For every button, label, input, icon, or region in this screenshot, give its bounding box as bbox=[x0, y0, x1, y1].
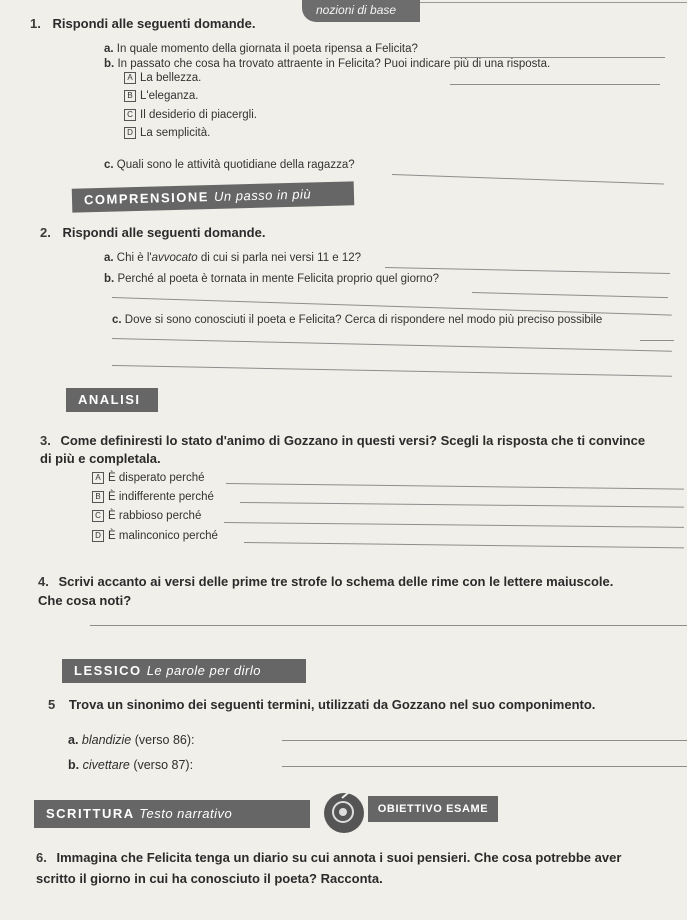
q1-heading bbox=[30, 16, 255, 31]
q3-d-answer-line[interactable] bbox=[244, 542, 684, 548]
q3-text-2: di più e completala. bbox=[40, 451, 161, 466]
q5-text: Trova un sinonimo dei seguenti termini, utilizzati da Gozzano nel suo componimento. bbox=[68, 697, 596, 712]
q1-number: 1. bbox=[30, 16, 41, 31]
q5-b-ref: (verso 87): bbox=[129, 758, 194, 772]
q6-text-2: scritto il giorno in cui ha conosciuto il poeta? Racconta. bbox=[36, 871, 383, 886]
q1-b-rule bbox=[450, 84, 660, 85]
q2-b-answer-line[interactable] bbox=[472, 292, 668, 298]
q4-text-2: Che cosa noti? bbox=[38, 593, 132, 608]
q2-b bbox=[104, 273, 439, 285]
exam-target-icon bbox=[324, 793, 364, 833]
q3-option-b[interactable] bbox=[92, 491, 214, 503]
q3-b-answer-line[interactable] bbox=[240, 502, 684, 508]
banner-scrittura-bold: SCRITTURA bbox=[46, 806, 135, 821]
q5-heading bbox=[48, 697, 595, 712]
banner-comprensione-italic: Un passo in più bbox=[213, 186, 312, 204]
q4-text-1: Scrivi accanto ai versi delle prime tre strofe lo schema delle rime con le lettere maiuscole. bbox=[58, 574, 614, 589]
q5-a-ref: (verso 86): bbox=[131, 733, 195, 747]
q1-a-text: In quale momento della giornata il poeta ripensa a Felicita? bbox=[116, 43, 418, 55]
q1-a bbox=[104, 43, 418, 55]
q2-c-letter: c. bbox=[112, 314, 122, 326]
q6-heading bbox=[36, 847, 687, 889]
q1-c-text: Quali sono le attività quotidiane della ragazza? bbox=[116, 159, 355, 171]
q3-option-a[interactable] bbox=[92, 472, 205, 484]
q2-b-text: Perché al poeta è tornata in mente Felicita proprio quel giorno? bbox=[117, 273, 439, 285]
header-rule bbox=[420, 2, 687, 3]
q1-option-b-text: L'eleganza. bbox=[140, 90, 199, 103]
q2-a-italic: avvocato bbox=[151, 252, 198, 264]
banner-scrittura bbox=[34, 800, 310, 828]
q5-b-letter: b. bbox=[68, 758, 80, 772]
q3-text-1: Come definiresti lo stato d'animo di Gozzano in questi versi? Scegli la risposta che ti convince bbox=[60, 433, 646, 448]
q1-b-text: In passato che cosa ha trovato attraente in Felicita? Puoi indicare più di una risposta. bbox=[117, 58, 551, 70]
q1-title: Rispondi alle seguenti domande. bbox=[52, 16, 256, 31]
q4-number: 4. bbox=[38, 574, 49, 589]
q6-text-1: Immagina che Felicita tenga un diario su cui annota i suoi pensieri. Che cosa potrebbe aver bbox=[56, 850, 622, 865]
banner-lessico-bold: LESSICO bbox=[74, 663, 142, 678]
q2-a-pre: Chi è l' bbox=[116, 252, 152, 264]
q2-c-answer-line[interactable] bbox=[640, 340, 674, 341]
q6-number: 6. bbox=[36, 850, 47, 865]
q2-c-text: Dove si sono conosciuti il poeta e Felicita? Cerca di rispondere nel modo più preciso possibile bbox=[124, 314, 603, 326]
banner-analisi-bold: ANALISI bbox=[78, 392, 141, 407]
q3-option-d-text: È malinconico perché bbox=[108, 530, 218, 543]
q5-a-term: blandizie bbox=[81, 733, 132, 747]
q1-option-a-text: La bellezza. bbox=[140, 72, 202, 85]
banner-analisi bbox=[66, 388, 158, 412]
checkbox-b[interactable]: B bbox=[124, 90, 136, 102]
q3-option-d[interactable] bbox=[92, 530, 218, 542]
q5-a-answer-line[interactable] bbox=[282, 740, 687, 741]
q2-c-answer-line-2[interactable] bbox=[112, 338, 672, 352]
banner-lessico-italic: Le parole per dirlo bbox=[146, 663, 261, 678]
exam-badge: OBIETTIVO ESAME bbox=[368, 796, 498, 822]
q3-number: 3. bbox=[40, 433, 51, 448]
q3-option-c-text: È rabbioso perché bbox=[108, 510, 202, 523]
q2-c-answer-line-3[interactable] bbox=[112, 365, 672, 377]
q1-option-c-text: Il desiderio di piacergli. bbox=[140, 109, 257, 122]
q5-b-answer-line[interactable] bbox=[282, 766, 687, 767]
q3-option-b-text: È indifferente perché bbox=[108, 491, 214, 504]
checkbox-c[interactable]: C bbox=[124, 109, 136, 121]
q3-checkbox-d[interactable]: D bbox=[92, 530, 104, 542]
banner-lessico bbox=[62, 659, 306, 683]
q3-checkbox-a[interactable]: A bbox=[92, 472, 104, 484]
q2-a-post: di cui si parla nei versi 11 e 12? bbox=[197, 252, 362, 264]
q3-heading bbox=[40, 432, 680, 468]
section-tag: nozioni di base bbox=[302, 0, 420, 22]
q3-option-c[interactable] bbox=[92, 510, 201, 522]
q2-c bbox=[112, 314, 602, 326]
q3-c-answer-line[interactable] bbox=[224, 522, 684, 528]
q5-b bbox=[68, 758, 193, 772]
q5-a bbox=[68, 733, 194, 747]
q1-option-c[interactable] bbox=[124, 109, 257, 121]
q3-a-answer-line[interactable] bbox=[226, 483, 684, 490]
q1-a-letter: a. bbox=[104, 43, 114, 55]
q2-number: 2. bbox=[40, 225, 51, 240]
q5-b-term: civettare bbox=[82, 758, 130, 772]
q2-a-letter: a. bbox=[104, 252, 114, 264]
q1-option-b[interactable] bbox=[124, 90, 198, 102]
q2-b-answer-line-2[interactable] bbox=[112, 297, 672, 316]
q3-option-a-text: È disperato perché bbox=[108, 472, 205, 485]
q1-option-a[interactable] bbox=[124, 72, 201, 84]
q1-c bbox=[104, 159, 355, 171]
q4-heading bbox=[38, 572, 683, 610]
banner-scrittura-italic: Testo narrativo bbox=[139, 806, 233, 821]
q1-option-d-text: La semplicità. bbox=[140, 127, 211, 140]
q1-c-answer-line[interactable] bbox=[392, 174, 664, 184]
q5-a-letter: a. bbox=[68, 733, 79, 747]
q1-b bbox=[104, 58, 664, 70]
q3-checkbox-b[interactable]: B bbox=[92, 491, 104, 503]
q5-number: 5 bbox=[48, 697, 56, 712]
q1-option-d[interactable] bbox=[124, 127, 210, 139]
q2-a bbox=[104, 252, 361, 264]
checkbox-d[interactable]: D bbox=[124, 127, 136, 139]
banner-comprensione bbox=[72, 181, 355, 212]
q2-title: Rispondi alle seguenti domande. bbox=[62, 225, 266, 240]
q4-answer-line[interactable] bbox=[90, 625, 687, 626]
q2-heading bbox=[40, 225, 265, 240]
q2-b-letter: b. bbox=[104, 273, 115, 285]
checkbox-a[interactable]: A bbox=[124, 72, 136, 84]
q1-b-letter: b. bbox=[104, 58, 115, 70]
banner-comprensione-bold: COMPRENSIONE bbox=[83, 189, 210, 208]
q3-checkbox-c[interactable]: C bbox=[92, 510, 104, 522]
q1-c-letter: c. bbox=[104, 159, 114, 171]
